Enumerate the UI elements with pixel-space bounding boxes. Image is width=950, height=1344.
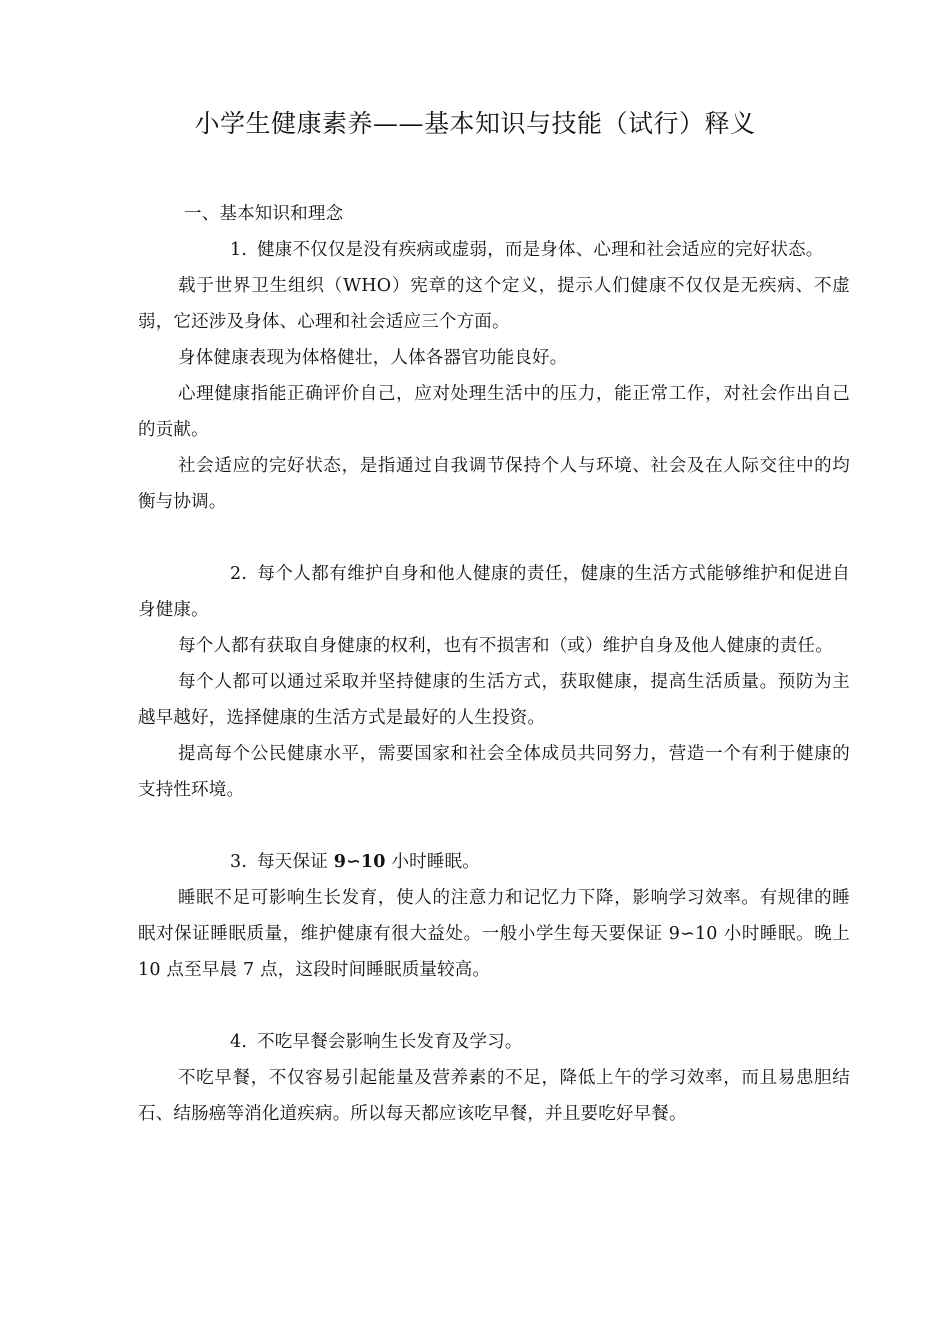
spacer [138,520,850,556]
section-heading: 一、基本知识和理念 [184,204,344,224]
item-3-heading [138,844,850,880]
item-1-heading [138,232,850,268]
paragraph: 社会适应的完好状态，是指通过自我调节保持个人与环境、社会及在人际交往中的均衡与协调。 [138,456,850,512]
document-title: 小学生健康素养——基本知识与技能（试行）释义 [194,109,756,138]
paragraph: 身体健康表现为体格健壮，人体各器官功能良好。 [178,348,568,368]
item-heading-text: 小时睡眠。 [391,852,480,872]
item-number: 3. [230,852,248,872]
item-heading-text: 每天保证 [257,852,328,872]
item-heading-text: 不吃早餐会影响生长发育及学习。 [257,1032,523,1052]
paragraph: 睡眠不足可影响生长发育，使人的注意力和记忆力下降，影响学习效率。有规律的睡眠对保证睡眠质量，维护健康有很大益处。一般小学生每天要保证 9∽10 小时睡眠。晚上 10 点至早晨 7 点，这段时间睡眠质量较高。 [138,888,850,980]
item-heading-bold: 9∽10 [333,852,386,872]
paragraph: 心理健康指能正确评价自己，应对处理生活中的压力，能正常工作，对社会作出自己的贡献。 [138,384,850,440]
item-heading-text: 健康不仅仅是没有疾病或虚弱，而是身体、心理和社会适应的完好状态。 [257,240,824,260]
item-4-heading [138,1024,850,1060]
item-number: 2. [230,564,248,584]
paragraph: 载于世界卫生组织（WHO）宪章的这个定义，提示人们健康不仅仅是无疾病、不虚弱，它还涉及身体、心理和社会适应三个方面。 [138,276,850,332]
document-body [138,196,850,1132]
spacer [138,808,850,844]
spacer [138,988,850,1024]
paragraph: 每个人都可以通过采取并坚持健康的生活方式，获取健康，提高生活质量。预防为主越早越好，选择健康的生活方式是最好的人生投资。 [138,672,850,728]
paragraph: 每个人都有获取自身健康的权利，也有不损害和（或）维护自身及他人健康的责任。 [178,636,833,656]
item-number: 1. [230,240,248,260]
paragraph: 提高每个公民健康水平，需要国家和社会全体成员共同努力，营造一个有利于健康的支持性环境。 [138,744,850,800]
item-heading-text: 每个人都有维护自身和他人健康的责任，健康的生活方式能够维护和促进自身健康。 [138,564,850,620]
item-2-heading [138,556,850,628]
paragraph: 不吃早餐，不仅容易引起能量及营养素的不足，降低上午的学习效率，而且易患胆结石、结肠癌等消化道疾病。所以每天都应该吃早餐，并且要吃好早餐。 [138,1068,850,1124]
item-number: 4. [230,1032,248,1052]
